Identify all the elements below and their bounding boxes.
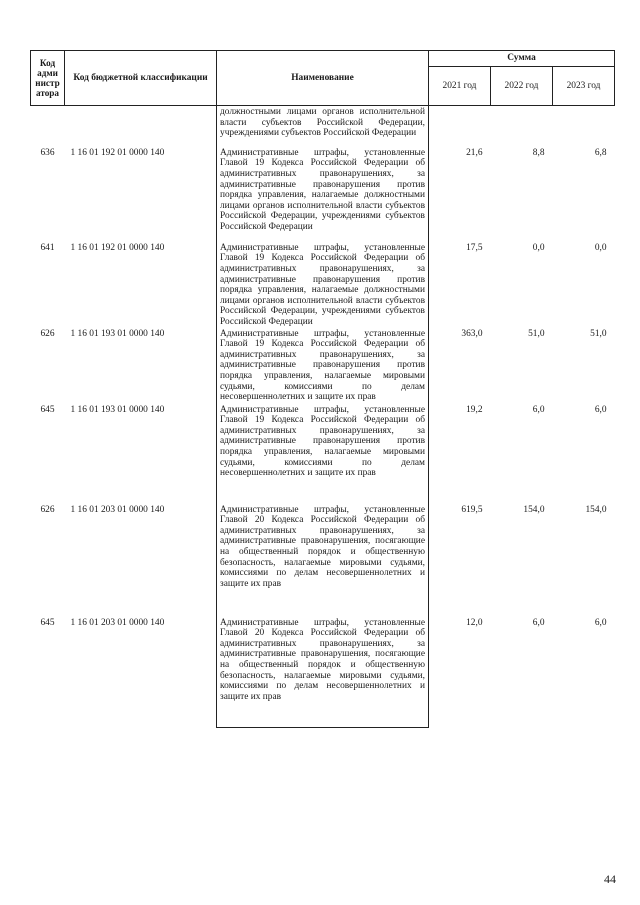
cell-2023: 6,0 (594, 404, 607, 415)
cell-admin: 645 (40, 404, 55, 415)
header-year-2021: 2021 год (429, 67, 491, 106)
header-year-2023: 2023 год (553, 67, 615, 106)
cell-2023 (553, 106, 615, 147)
cell-2022: 6,0 (532, 617, 545, 628)
cell-2022: 51,0 (528, 328, 545, 339)
cell-code: 1 16 01 203 01 0000 140 (70, 617, 165, 628)
cell-name: Административные штрафы, установленные Главой 19 Кодекса Российской Федерации об административных правонарушениях, за административные правонарушения против порядка управления, налагаемые должностными лицами органов исполнительной власти субъектов Российской Федерации, учреждениями субъектов Российской Федерации (217, 242, 429, 328)
header-year-2022: 2022 год (491, 67, 553, 106)
cell-2023: 51,0 (590, 328, 607, 339)
cell-code: 1 16 01 193 01 0000 140 (70, 404, 165, 415)
cell-2021: 21,6 (466, 147, 483, 158)
header-sum: Сумма (429, 51, 615, 67)
table-row-continuation (31, 106, 615, 147)
cell-2023: 6,0 (594, 617, 607, 628)
cell-code: 1 16 01 192 01 0000 140 (70, 242, 165, 253)
cell-2021: 619,5 (461, 504, 483, 515)
cell-2022 (491, 106, 553, 147)
cell-code: 1 16 01 203 01 0000 140 (70, 504, 165, 515)
cell-admin: 645 (40, 617, 55, 628)
page-number: 44 (604, 872, 616, 886)
table-row (31, 404, 615, 504)
cell-admin (31, 106, 65, 147)
cell-2023: 154,0 (585, 504, 607, 515)
cell-admin: 626 (40, 328, 55, 339)
cell-2022: 8,8 (532, 147, 545, 158)
cell-2022: 0,0 (532, 242, 545, 253)
cell-code (65, 106, 217, 147)
cell-admin: 626 (40, 504, 55, 515)
table-header (31, 51, 615, 106)
cell-name: Административные штрафы, установленные Главой 20 Кодекса Российской Федерации об административных правонарушениях, за административные правонарушения, посягающие на общественный порядок и общественную безопасность, налагаемые мировыми судьями, комиссиями по делам несовершеннолетних и защите их прав (217, 504, 429, 617)
cell-2021 (429, 106, 491, 147)
cell-2022: 154,0 (523, 504, 545, 515)
cell-2022: 6,0 (532, 404, 545, 415)
table-row (31, 328, 615, 404)
cell-2021: 17,5 (466, 242, 483, 253)
budget-table (30, 50, 615, 728)
table-row (31, 504, 615, 617)
header-name: Наименование (217, 51, 429, 106)
header-budget-code: Код бюджетной классификации (65, 51, 217, 106)
table-body (31, 106, 615, 728)
cell-2021: 19,2 (466, 404, 483, 415)
cell-2023: 6,8 (594, 147, 607, 158)
cell-code: 1 16 01 193 01 0000 140 (70, 328, 165, 339)
cell-2021: 12,0 (466, 617, 483, 628)
table-row (31, 617, 615, 728)
cell-2023: 0,0 (594, 242, 607, 253)
cell-name: должностными лицами органов исполнительной власти субъектов Российской Федерации, учреждениями субъектов Российской Федерации (217, 106, 429, 147)
table-row (31, 242, 615, 328)
cell-name: Административные штрафы, установленные Главой 19 Кодекса Российской Федерации об административных правонарушениях, за административные правонарушения против порядка управления, налагаемые мировыми судьями, комиссиями по делам несовершеннолетних и защите их прав (217, 328, 429, 404)
cell-2021: 363,0 (461, 328, 483, 339)
cell-name: Административные штрафы, установленные Главой 19 Кодекса Российской Федерации об административных правонарушениях, за административные правонарушения против порядка управления, налагаемые мировыми судьями, комиссиями по делам несовершеннолетних и защите их прав (217, 404, 429, 504)
cell-name: Административные штрафы, установленные Главой 20 Кодекса Российской Федерации об административных правонарушениях, за административные правонарушения, посягающие на общественный порядок и общественную безопасность, налагаемые мировыми судьями, комиссиями по делам несовершеннолетних и защите их прав (217, 617, 429, 728)
header-admin-code: Код адми нистр атора (31, 51, 65, 106)
table-row (31, 147, 615, 242)
cell-code: 1 16 01 192 01 0000 140 (70, 147, 165, 158)
cell-admin: 641 (40, 242, 55, 253)
cell-name: Административные штрафы, установленные Главой 19 Кодекса Российской Федерации об административных правонарушениях, за административные правонарушения против порядка управления, налагаемые должностными лицами органов исполнительной власти субъектов Российской Федерации, учреждениями субъектов Российской Федерации (217, 147, 429, 242)
cell-admin: 636 (40, 147, 55, 158)
